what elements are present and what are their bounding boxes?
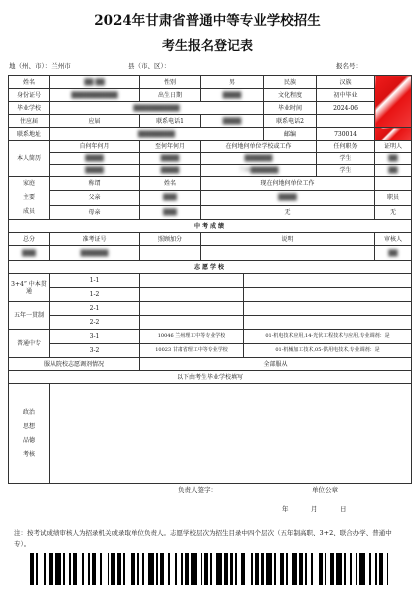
value-bonus [140,246,201,261]
photo-edge [375,128,412,141]
label-family-1: 家庭 [22,180,35,187]
value-total: ███ [9,246,50,261]
family-title: 父亲 [50,191,140,205]
section-exam: 中考成绩 [9,220,412,233]
section-grad-fill: 以下由考生毕业学校填写 [9,371,412,384]
eval-line: 思想 [22,422,35,430]
col-from: 自何年何月 [50,141,140,153]
wish-code: 3-1 [50,330,140,344]
col-fwork-end [375,177,412,191]
resume-witness: ██ [375,153,412,165]
col-witness: 证明人 [375,141,412,153]
resume-to: ████ [140,165,201,177]
wish-group-2: 五年一贯制 [9,302,50,330]
resume-unit: 兰州██████ [201,165,317,177]
eval-line: 考核 [22,450,35,458]
label-gender: 性别 [140,76,201,89]
resume-unit: ██████ [201,153,317,165]
label-residence: 住应届 [9,115,50,128]
value-name: ██ ██ [50,76,140,89]
wish-group-3: 普通中专 [9,330,50,358]
value-grad-time: 2024-06 [317,102,375,115]
label-resume: 本人简历 [9,141,50,177]
value-gender: 男 [201,76,264,89]
col-duty: 任何职务 [317,141,375,153]
label-birth: 出生日期 [140,89,201,102]
label-grad-time: 毕业时间 [264,102,317,115]
value-explain [201,246,375,261]
value-grad-school: ██████████ [50,102,264,115]
value-phone2 [317,115,375,128]
col-explain: 说明 [201,233,375,246]
wish-school [140,316,244,330]
family-work: 无 [201,205,375,219]
wish-code: 1-2 [50,288,140,302]
registration-form-table [8,75,412,484]
value-adjust: 全部服从 [140,358,412,371]
family-name: ███ [140,191,201,205]
col-to: 至何年何月 [140,141,201,153]
barcode-gap [388,553,394,585]
applicant-photo [375,76,412,128]
wish-major [244,302,412,316]
label-phone2: 联系电话2 [264,115,317,128]
wish-code: 2-1 [50,302,140,316]
region-label: 地（州、市）：兰州市 [9,62,71,70]
value-ethnicity: 汉族 [317,76,375,89]
wish-major: 01-机电技术应用,14-光伏工程技术与应用,专业调剂：是 [244,330,412,344]
wish-major [244,274,412,288]
value-id: ██████████ [50,89,140,102]
section-wish: 志愿学校 [9,261,412,274]
day-label: 日 [340,505,347,513]
registration-number-label: 报名号： [336,62,362,70]
wish-major: 01-机械加工技术,05-供用电技术,专业调剂：是 [244,344,412,358]
resume-role: 学生 [317,165,375,177]
signer-label: 负责人签字： [178,486,217,494]
col-fwork: 现在何地何单位工作 [201,177,375,191]
wish-school [140,288,244,302]
label-education: 文化程度 [264,89,317,102]
family-work: ████ [201,191,375,205]
evaluation-area [50,384,412,484]
value-education: 初中毕业 [317,89,375,102]
wish-major [244,288,412,302]
col-ticket: 准考证号 [50,233,140,246]
label-family [9,177,50,220]
resume-to: ████ [140,153,201,165]
value-address: ████████ [50,128,264,141]
resume-from: ████ [50,153,140,165]
wish-group-1: 3+4” 中本贯通 [9,274,50,302]
eval-line: 政治 [22,408,35,416]
resume-from: ████ [50,165,140,177]
label-adjust: 服从院校志愿调剂情况 [9,358,140,371]
form-subtitle: 考生报名登记表 [161,39,253,54]
label-family-2: 主要 [22,194,35,201]
wish-code: 3-2 [50,344,140,358]
county-label: 县（市、区）： [128,62,171,70]
resume-witness: ██ [375,165,412,177]
wish-major [244,316,412,330]
family-name: ███ [140,205,201,219]
label-family-3: 成员 [22,208,35,215]
col-reviewer: 审核人 [375,233,412,246]
wish-school: 10023 甘肃省理工中等专业学校 [140,344,244,358]
label-evaluation [9,384,50,484]
value-ticket: ██████ [50,246,140,261]
col-total: 总分 [9,233,50,246]
wish-school [140,302,244,316]
col-bonus: 照顾加分 [140,233,201,246]
wish-school: 10046 兰州理工中等专业学校 [140,330,244,344]
value-postcode: 730014 [317,128,375,141]
label-address: 联系地址 [9,128,50,141]
label-grad-school: 毕业学校 [9,102,50,115]
label-postcode: 邮编 [264,128,317,141]
label-phone1: 联系电话1 [140,115,201,128]
seal-label: 单位公章 [312,486,338,494]
value-residence: 应届 [50,115,140,128]
col-title: 称谓 [50,177,140,191]
wish-school [140,274,244,288]
family-work-end: 职员 [375,191,412,205]
col-fname: 姓名 [140,177,201,191]
value-reviewer: ██ [375,246,412,261]
form-title: 2024年甘肃省普通中等专业学校招生 [94,13,321,29]
label-ethnicity: 民族 [264,76,317,89]
resume-role: 学生 [317,153,375,165]
month-label: 月 [311,505,318,513]
value-phone1: ████ [201,115,264,128]
family-title: 母亲 [50,205,140,219]
family-work-end: 无 [375,205,412,219]
wish-code: 2-2 [50,316,140,330]
year-label: 年 [282,505,289,513]
value-birth: ████ [201,89,264,102]
footnote: 注：按考试成绩审核人为招录机关或录取单位负责人。志愿学校层次为招生目录中四个层次（五年制高职、3+2、联合办学、普通中专）。 [14,529,392,548]
col-unit: 在何地何单位学校或工作 [201,141,317,153]
eval-line: 品德 [22,436,35,444]
label-id: 身份证号 [9,89,50,102]
wish-code: 1-1 [50,274,140,288]
label-name: 姓名 [9,76,50,89]
barcode [30,553,395,585]
